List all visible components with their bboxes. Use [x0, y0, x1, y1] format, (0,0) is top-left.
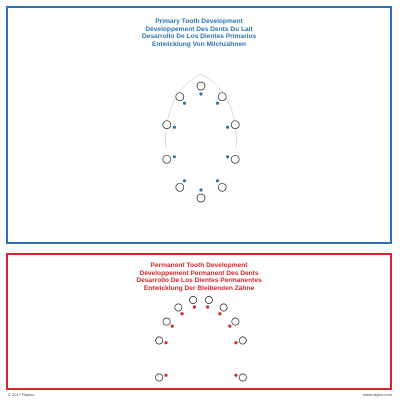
primary-title-line: Desarrollo De Los Dientes Primarios [141, 33, 257, 40]
permanent-tooth-marker [181, 312, 184, 315]
primary-teeth [163, 82, 239, 202]
permanent-title-line: Permanent Tooth Development [150, 262, 248, 269]
primary-tooth [197, 82, 205, 90]
primary-upper-section [40, 82, 136, 103]
permanent-tooth-marker [228, 325, 231, 328]
permanent-tooth [239, 374, 246, 381]
primary-tooth [176, 93, 184, 101]
eruption-row [36, 364, 132, 368]
eruption-row [36, 324, 132, 328]
eruption-row [254, 139, 350, 143]
primary-tooth [163, 121, 171, 129]
eruption-row [254, 59, 350, 63]
eruption-row [254, 179, 350, 183]
permanent-tooth-marker [164, 341, 167, 344]
permanent-tooth-marker [234, 341, 237, 344]
primary-tooth-marker [173, 155, 176, 158]
permanent-tooth [205, 296, 212, 303]
permanent-tooth-marker [234, 374, 237, 377]
permanent-tooth [163, 318, 170, 325]
permanent-tooth-marker [218, 312, 221, 315]
primary-lower-section [254, 122, 350, 143]
copyright: © 2017 Raylco [8, 392, 35, 397]
primary-tooth-marker [216, 179, 219, 182]
primary-title-line: Primary Tooth Development [155, 18, 243, 25]
permanent-tooth [232, 318, 239, 325]
primary-tooth-marker [199, 188, 202, 191]
primary-upper-section [40, 122, 136, 143]
primary-tooth-marker [183, 179, 186, 182]
primary-title-line: Développement Des Dents Du Lait [145, 25, 253, 33]
primary-tooth [231, 121, 239, 129]
permanent-title-line: Desarrollo De Los Dientes Permanentes [136, 277, 262, 284]
permanent-tooth-marker [193, 305, 196, 308]
website-link[interactable]: www.raylco.com [363, 392, 392, 397]
primary-tooth [163, 155, 171, 163]
eruption-row [258, 364, 354, 368]
permanent-tooth-marker [206, 305, 209, 308]
primary-lower-section [254, 162, 350, 183]
permanent-tooth-panel [6, 253, 392, 390]
primary-tooth-marker [226, 155, 229, 158]
permanent-tooth-marker [171, 325, 174, 328]
primary-lower-section [254, 42, 350, 63]
primary-tooth [218, 183, 226, 191]
permanent-tooth [156, 374, 163, 381]
permanent-tooth [239, 337, 246, 344]
permanent-tooth-marker [164, 374, 167, 377]
primary-tooth [176, 183, 184, 191]
permanent-tooth [220, 304, 227, 311]
primary-title-line: Entwicklung Von Milchzähnen [151, 40, 247, 48]
primary-tooth-marker [216, 102, 219, 105]
eruption-row [254, 99, 350, 103]
permanent-tooth [190, 296, 197, 303]
primary-tooth-marker [226, 126, 229, 129]
primary-tooth [231, 155, 239, 163]
primary-upper-section [40, 42, 136, 63]
eruption-row [40, 139, 136, 143]
primary-tooth [197, 194, 205, 202]
primary-lower-section [254, 82, 350, 103]
permanent-lower-section [258, 335, 354, 369]
permanent-upper-section [36, 295, 132, 329]
permanent-title-line: Développement Permanent Des Dents [139, 269, 259, 277]
eruption-row [40, 59, 136, 63]
permanent-tooth [175, 304, 182, 311]
primary-tooth-panel [6, 6, 392, 244]
permanent-upper-section [36, 335, 132, 369]
primary-tooth-marker [199, 92, 202, 95]
primary-tooth-marker [183, 102, 186, 105]
permanent-teeth [156, 296, 247, 390]
primary-tooth-marker [173, 126, 176, 129]
permanent-lower-section [258, 295, 354, 329]
eruption-row [40, 99, 136, 103]
primary-tooth [218, 93, 226, 101]
permanent-tooth [156, 337, 163, 344]
eruption-row [40, 179, 136, 183]
primary-upper-section [40, 162, 136, 183]
permanent-title-line: Entwicklung Der Bleibenden Zähne [143, 284, 255, 292]
eruption-row [258, 324, 354, 328]
